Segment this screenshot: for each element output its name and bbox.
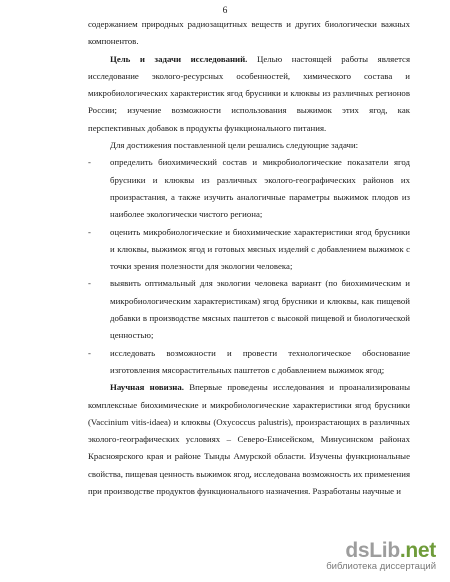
logo-main: dsLib: [345, 539, 400, 562]
goal-paragraph: [88, 51, 410, 137]
watermark-subtitle: библиотека диссертаций: [326, 561, 436, 572]
watermark-logo: [326, 539, 436, 563]
goal-text: Целью настоящей работы является исследование эколого-ресурсных особенностей, химического состава и микробиологических характеристик ягод брусники и клюквы из различных регионов России; изучение возможности использования выжимок этих ягод, как перспективных добавок в продукты функционального питания.: [88, 53, 411, 133]
list-item: [88, 154, 410, 223]
task-list: [88, 154, 410, 379]
bullet-icon: -: [88, 157, 91, 168]
intro-paragraph: содержанием природных радиозащитных веществ и других биологически важных компонентов.: [88, 19, 410, 47]
list-item: [88, 224, 410, 276]
bullet-icon: -: [88, 226, 91, 237]
tasks-intro: Для достижения поставленной цели решались следующие задачи:: [110, 140, 359, 151]
task-text: выявить оптимальный для экологии человека вариант (по биохимическим и микробиологическим характеристикам) ягод брусники и клюквы, как пищевой добавки в производстве мясных паштетов с высокой пищевой и биологической ценностью;: [110, 278, 410, 341]
novelty-text: Впервые проведены исследования и проанализированы комплексные биохимические и микробиологические характеристики ягод брусники (Vaccinium vitis-idaea) и клюквы (Oxycoccus palustris), произрастающих в различных эколого-географических условиях – Северо-Енисейском, Минусинском районах Красноярского края и районе Тынды Амурской области. Изучены функциональные свойства, пищевая ценность выжимок ягод, исследована возможность их применения при производстве продуктов функционального назначения. Разработаны научные и: [88, 382, 410, 497]
novelty-heading: Научная новизна.: [110, 382, 184, 393]
task-text: исследовать возможности и провести технологическое обоснование изготовления мясорастительных паштетов с добавлением выжимок ягод;: [110, 347, 410, 375]
list-item: [88, 345, 410, 380]
bullet-icon: -: [88, 347, 91, 358]
document-body: [88, 16, 410, 500]
novelty-paragraph: [88, 379, 410, 500]
watermark: [326, 539, 436, 572]
bullet-icon: -: [88, 278, 91, 289]
task-text: оценить микробиологические и биохимические характеристики ягод брусники и клюквы, выжимок ягод и готовых мясных изделий с добавлением выжимок с точки зрения полезности для экологии человека;: [110, 226, 410, 272]
task-text: определить биохимический состав и микробиологические показатели ягод брусники и клюквы из различных эколого-географических районов их произрастания, а также изучить аналогичные параметры выжимок плодов из наиболее экологически чистого региона;: [110, 157, 410, 220]
goal-heading: Цель и задачи исследований.: [110, 53, 248, 64]
page-number: 6: [222, 6, 228, 16]
list-item: [88, 275, 410, 344]
logo-tld: .net: [399, 539, 436, 562]
